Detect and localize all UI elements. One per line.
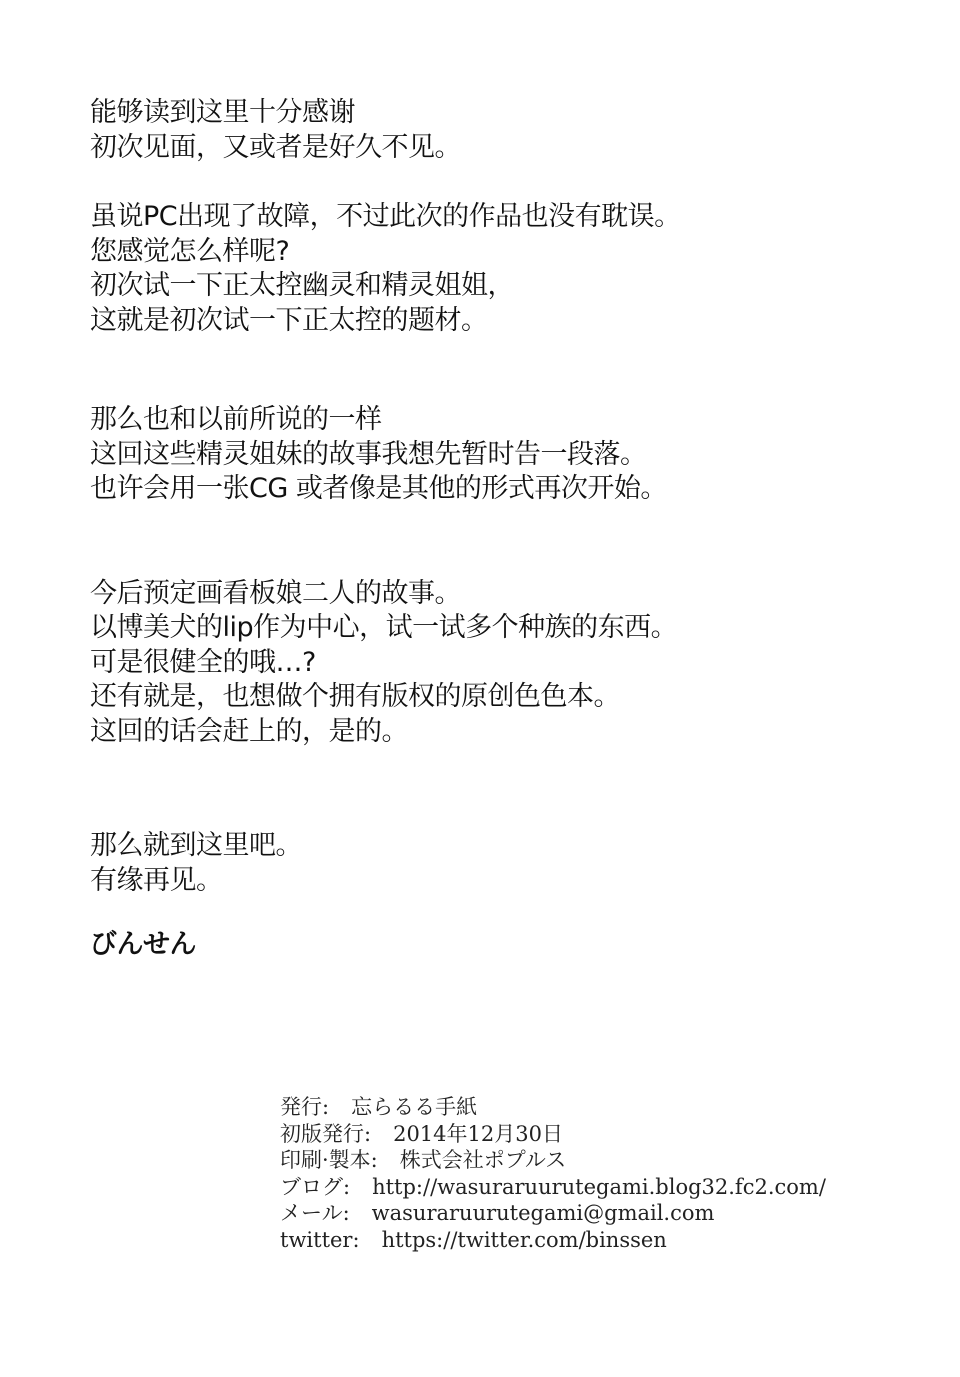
text-line: 这回这些精灵姐妹的故事我想先暂时告一段落。 <box>90 438 647 470</box>
text-line: 您感觉怎么样呢? <box>90 235 290 267</box>
colophon-label: twitter: <box>280 1227 360 1252</box>
text-line: 虽说PC出现了故障，不过此次的作品也没有耽误。 <box>90 201 681 232</box>
paragraph-closing <box>90 829 910 898</box>
twitter-link[interactable]: https://twitter.com/binssen <box>381 1227 667 1252</box>
colophon-label: 印刷·製本: <box>280 1148 378 1172</box>
text-line: 那么就到这里吧。 <box>90 830 302 861</box>
colophon-row-printing <box>280 1147 826 1174</box>
text-line: 这回的话会赶上的，是的。 <box>90 715 408 747</box>
author-signature: びんせん <box>90 929 196 960</box>
text-line: 初次试一下正太控幽灵和精灵姐姐， <box>90 270 514 301</box>
colophon <box>280 1094 826 1253</box>
colophon-row-first-edition <box>280 1121 826 1148</box>
colophon-label: ブログ: <box>280 1174 351 1199</box>
text-line: 以博美犬的lip作为中心，试一试多个种族的东西。 <box>90 612 678 643</box>
colophon-value: 2014年12月30日 <box>393 1121 563 1146</box>
paragraph-greeting <box>90 96 910 165</box>
text-line: 有缘再见。 <box>90 864 223 896</box>
text-line: 可是很健全的哦…? <box>90 646 316 678</box>
colophon-row-twitter <box>280 1227 826 1254</box>
text-line: 能够读到这里十分感谢 <box>90 97 355 128</box>
paragraph-series <box>90 403 910 507</box>
paragraph-work <box>90 200 910 338</box>
colophon-row-publisher <box>280 1094 826 1121</box>
colophon-label: メール: <box>280 1201 350 1225</box>
colophon-label: 発行: <box>280 1095 330 1119</box>
text-line: 那么也和以前所说的一样 <box>90 404 382 435</box>
colophon-value: 忘らるる手紙 <box>351 1095 478 1119</box>
text-line: 也许会用一张CG 或者像是其他的形式再次开始。 <box>90 473 667 504</box>
colophon-row-email <box>280 1200 826 1227</box>
text-line: 这就是初次试一下正太控的题材。 <box>90 304 488 336</box>
blog-link[interactable]: http://wasuraruurutegami.blog32.fc2.com/ <box>372 1174 826 1199</box>
paragraph-plans <box>90 577 910 750</box>
colophon-value: 株式会社ポプルス <box>399 1148 567 1172</box>
text-line: 还有就是，也想做个拥有版权的原创色色本。 <box>90 681 620 712</box>
colophon-label: 初版発行: <box>280 1121 372 1146</box>
text-line: 今后预定画看板娘二人的故事。 <box>90 577 461 609</box>
text-line: 初次见面，又或者是好久不见。 <box>90 131 461 163</box>
email-link[interactable]: wasuraruurutegami@gmail.com <box>371 1201 715 1225</box>
colophon-row-blog <box>280 1174 826 1201</box>
afterword-text <box>90 96 910 963</box>
